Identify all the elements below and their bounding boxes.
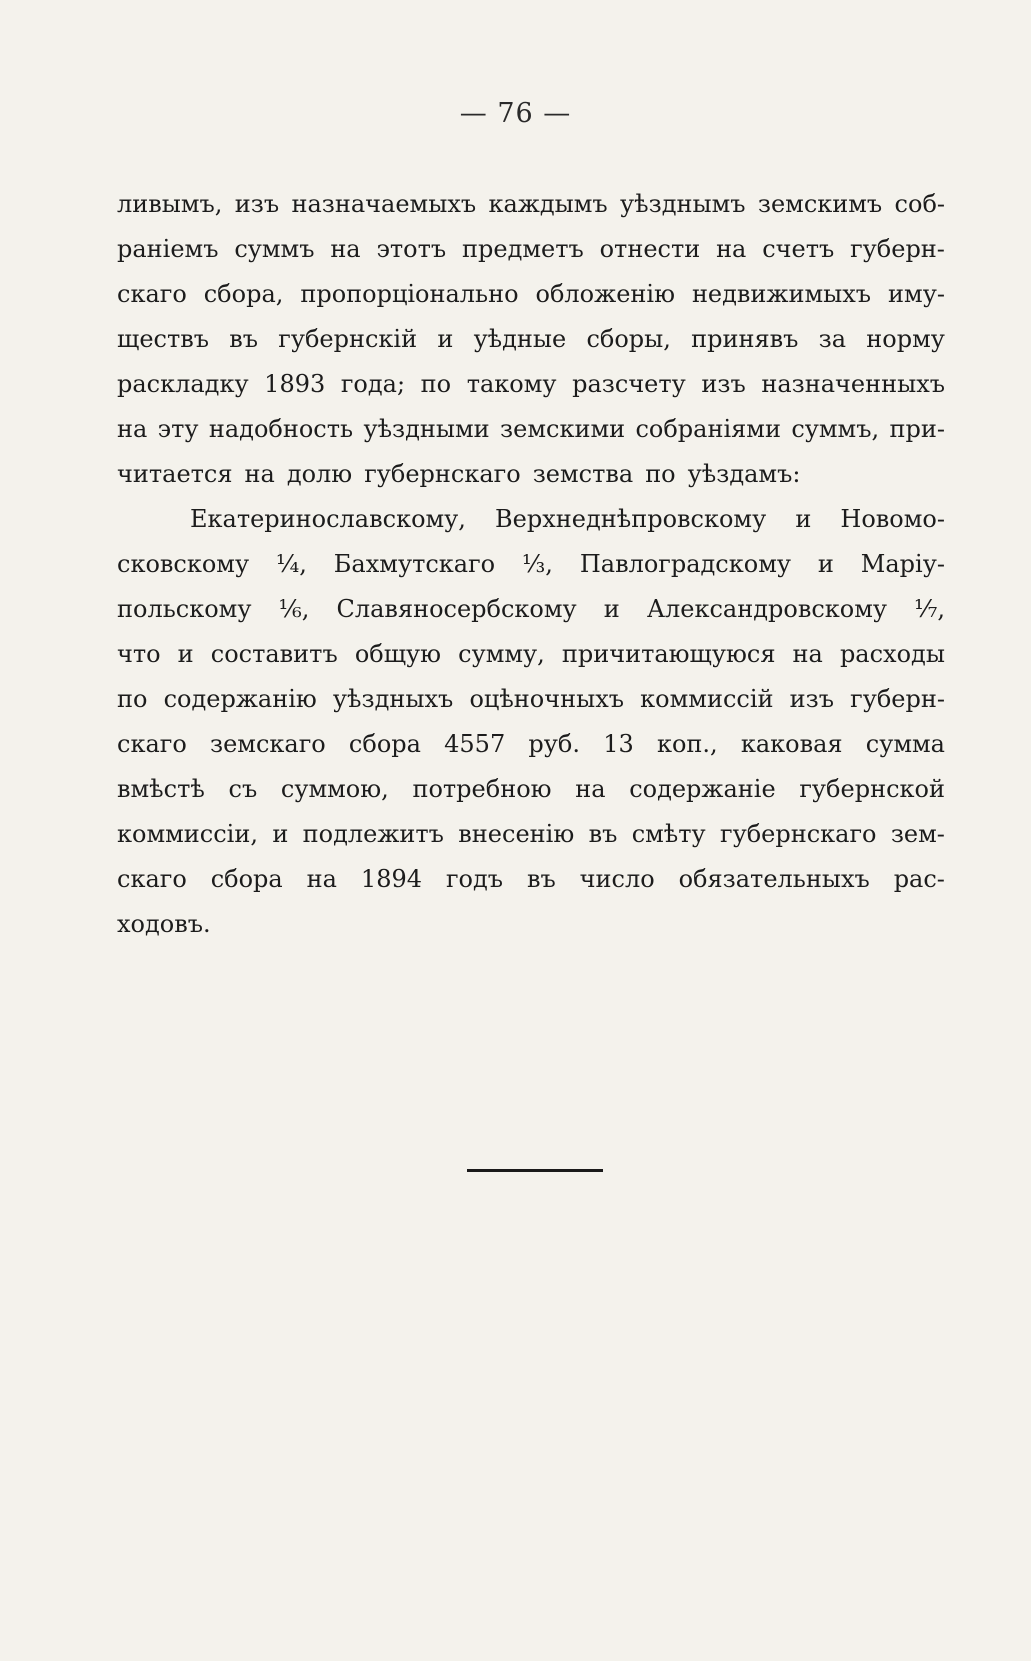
text-line (117, 452, 945, 497)
word: раніемъ (117, 235, 219, 263)
word: сумму, (458, 640, 545, 668)
word: ⅙, (278, 595, 310, 623)
word: губернскій (278, 325, 418, 353)
word: читается (117, 460, 233, 488)
word: разсчету (572, 370, 686, 398)
text-line (117, 182, 945, 227)
word: принявъ (691, 325, 799, 353)
word: по (420, 370, 452, 398)
word: ществъ (117, 325, 210, 353)
text-line (117, 542, 945, 587)
word: суммъ (234, 235, 315, 263)
word: за (818, 325, 847, 353)
word: обязательныхъ (678, 865, 870, 893)
word: сбора (210, 865, 283, 893)
word: суммъ, (791, 415, 880, 443)
word: по (645, 460, 676, 488)
word: 1894 (360, 865, 422, 893)
word: подлежитъ (302, 820, 444, 848)
word: по (117, 685, 148, 713)
word: содержаніе (629, 775, 776, 803)
word: каждымъ (488, 190, 608, 218)
word: на (792, 640, 823, 668)
word: коп., (656, 730, 718, 758)
word: Новомо- (840, 505, 945, 533)
body-text (117, 182, 945, 947)
text-line (117, 587, 945, 632)
word: губернскаго (720, 820, 877, 848)
word: пропорціонально (300, 280, 519, 308)
word: соб- (894, 190, 945, 218)
text-line (117, 812, 945, 857)
word: съ (228, 775, 258, 803)
word: рас- (893, 865, 945, 893)
word: каковая (740, 730, 843, 758)
word: сборы, (586, 325, 671, 353)
word: этотъ (376, 235, 447, 263)
word: недвижимыхъ (691, 280, 872, 308)
word: ливымъ, (117, 190, 223, 218)
word: польскому (117, 595, 252, 623)
text-line (117, 362, 945, 407)
word: губерн- (850, 235, 945, 263)
word: земскаго (209, 730, 326, 758)
text-line (117, 767, 945, 812)
word: Бахмутскаго (333, 550, 496, 578)
word: Александровскому (646, 595, 888, 623)
word: причитающуюся (561, 640, 776, 668)
word: уѣздныхъ (332, 685, 454, 713)
word: на (306, 865, 337, 893)
word: эту (157, 415, 199, 443)
word: ¼, (276, 550, 307, 578)
word: и (603, 595, 620, 623)
text-line (117, 902, 945, 947)
word: смѣту (631, 820, 706, 848)
word: скаго (117, 730, 187, 758)
word: обложенію (535, 280, 675, 308)
word: оцѣночныхъ (469, 685, 625, 713)
word: назначенныхъ (761, 370, 945, 398)
word: сумма (865, 730, 945, 758)
word: общую (354, 640, 442, 668)
text-line (117, 407, 945, 452)
word: губерн- (850, 685, 945, 713)
word: предметъ (462, 235, 584, 263)
word: руб. (528, 730, 580, 758)
word: иму- (888, 280, 945, 308)
word: скаго (117, 280, 187, 308)
word: раскладку (117, 370, 249, 398)
word: сковскому (117, 550, 250, 578)
word: уѣздными (363, 415, 490, 443)
word: ходовъ. (117, 910, 211, 938)
text-line (117, 857, 945, 902)
word: и (817, 550, 834, 578)
word: въ (229, 325, 259, 353)
word: сбора (348, 730, 421, 758)
word: Павлоградскому (579, 550, 791, 578)
word: изъ (234, 190, 280, 218)
word: отнести (599, 235, 701, 263)
word: Славяносербскому (336, 595, 577, 623)
page-number: — 76 — (459, 98, 572, 129)
word: 1893 (264, 370, 326, 398)
word: скаго (117, 865, 187, 893)
word: ⅓, (522, 550, 553, 578)
word: въ (526, 865, 556, 893)
word: коммиссій (640, 685, 774, 713)
word: что (117, 640, 161, 668)
word: на (575, 775, 606, 803)
word: на (330, 235, 361, 263)
word: въ (588, 820, 618, 848)
word: 13 (603, 730, 634, 758)
section-rule (467, 1169, 603, 1172)
word: годъ (445, 865, 504, 893)
word: коммиссіи, (117, 820, 258, 848)
word: составитъ (210, 640, 338, 668)
word: ⅐, (914, 595, 945, 623)
word: и (795, 505, 812, 533)
word: на (716, 235, 747, 263)
text-line (117, 677, 945, 722)
word: земства (532, 460, 634, 488)
word: земскими (500, 415, 626, 443)
word: уѣздамъ: (687, 460, 801, 488)
word: на (117, 415, 148, 443)
word: изъ (789, 685, 834, 713)
word: Маріу- (860, 550, 945, 578)
word: надобность (208, 415, 354, 443)
word: при- (889, 415, 945, 443)
text-line (117, 272, 945, 317)
word: изъ (701, 370, 746, 398)
text-line (117, 497, 945, 542)
text-line (117, 632, 945, 677)
word: губернской (799, 775, 945, 803)
word: счетъ (762, 235, 835, 263)
word: собраніями (635, 415, 781, 443)
word: и (177, 640, 194, 668)
word: года; (340, 370, 406, 398)
word: расходы (839, 640, 945, 668)
text-line (117, 227, 945, 272)
word: норму (866, 325, 945, 353)
word: Екатеринославскому, (190, 505, 466, 533)
word: Верхнеднѣпровскому (495, 505, 767, 533)
word: вмѣстѣ (117, 775, 205, 803)
word: и (437, 325, 454, 353)
text-line (117, 317, 945, 362)
word: на (244, 460, 275, 488)
text-line (117, 722, 945, 767)
word: назначаемыхъ (291, 190, 477, 218)
word: зем- (890, 820, 945, 848)
word: внесенію (458, 820, 575, 848)
word: уѣзднымъ (620, 190, 746, 218)
word: число (579, 865, 655, 893)
word: долю (286, 460, 353, 488)
word: такому (466, 370, 557, 398)
word: земскимъ (757, 190, 883, 218)
word: губернскаго (364, 460, 521, 488)
word: суммою, (280, 775, 389, 803)
word: 4557 (444, 730, 506, 758)
word: содержанію (163, 685, 317, 713)
word: сбора, (203, 280, 284, 308)
word: и (272, 820, 289, 848)
word: потребною (412, 775, 552, 803)
word: уѣдные (473, 325, 567, 353)
